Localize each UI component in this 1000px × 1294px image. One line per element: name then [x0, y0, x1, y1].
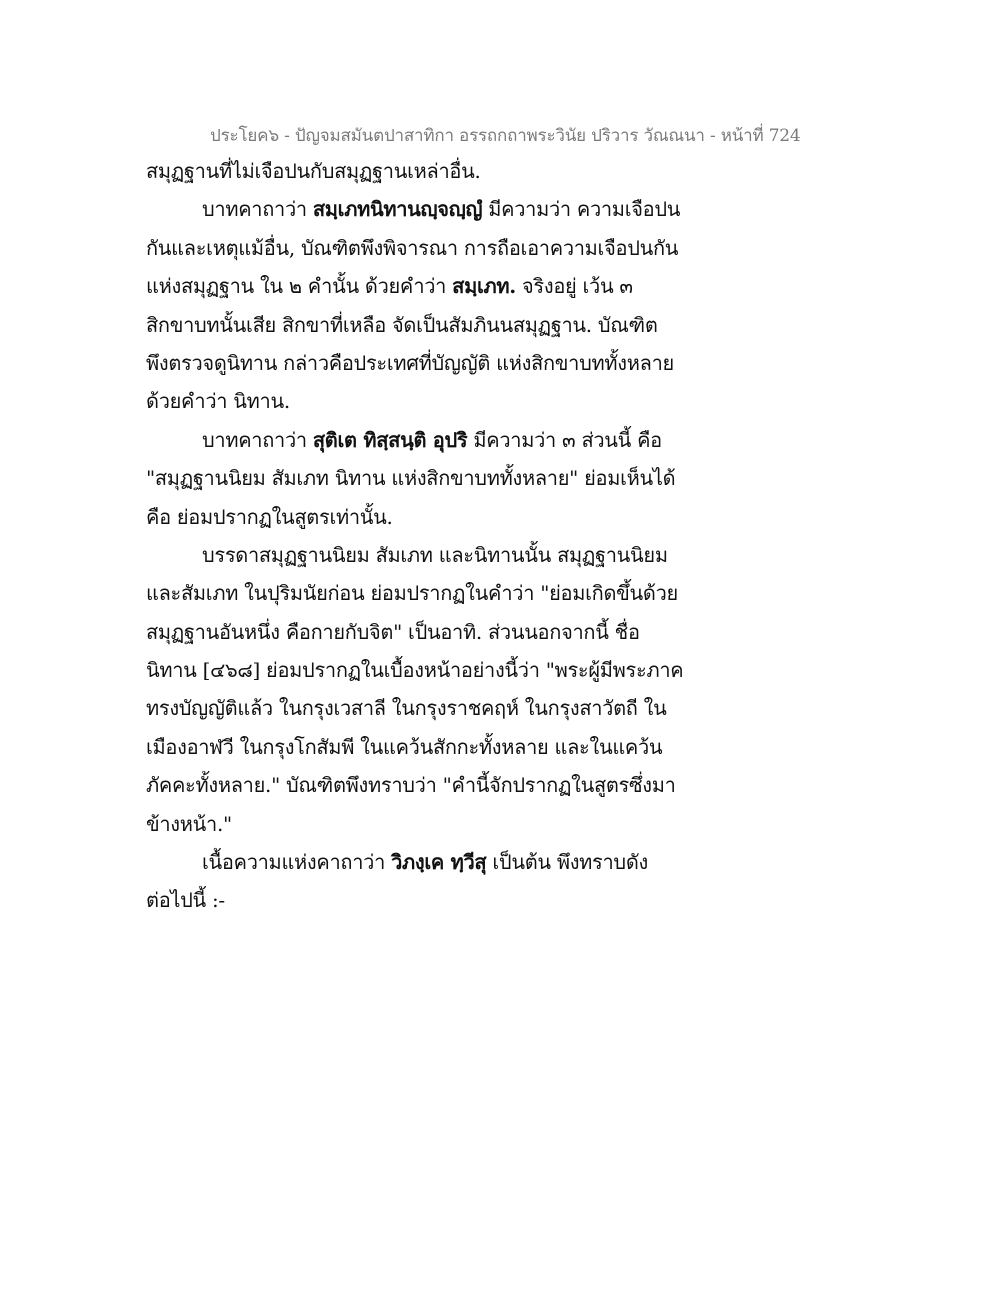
text-line-12: และสัมเภท ในปุริมนัยก่อน ย่อมปรากฏในคำว่า "ย่อมเกิดขึ้นด้วย	[146, 581, 678, 606]
text-line-1: สมุฏฐานที่ไม่เจือปนกับสมุฏฐานเหล่าอื่น.	[146, 159, 481, 183]
text-segment: มีความว่า ๓ ส่วนนี้ คือ	[467, 427, 662, 452]
text-line-13: สมุฏฐานอันหนึ่ง คือกายกับจิต" เป็นอาทิ. ส่วนนอกจากนี้ ชื่อ	[146, 619, 640, 644]
pali-term: สมฺเภท.	[452, 274, 516, 299]
text-line-17: ภัคคะทั้งหลาย." บัณฑิตพึงทราบว่า "คำนี้จักปรากฏในสูตรซึ่งมา	[146, 773, 676, 798]
text-line-3: กันและเหตุแม้อื่น, บัณฑิตพึงพิจารณา การถือเอาความเจือปนกัน	[146, 235, 679, 260]
page-body	[146, 152, 686, 920]
text-segment: เนื้อความแห่งคาถาว่า	[202, 850, 392, 875]
pali-term: วิภงฺเค ทฺวีสุ	[391, 850, 487, 875]
text-line-20: ต่อไปนี้ :-	[146, 888, 225, 913]
text-line-5: สิกขาบทนั้นเสีย สิกขาที่เหลือ จัดเป็นสัมภินนสมุฏฐาน. บัณฑิต	[146, 312, 658, 337]
text-segment: มีความว่า ความเจือปน	[482, 197, 681, 222]
text-line-16: เมืองอาฬวี ในกรุงโกสัมพี ในแคว้นสักกะทั้งหลาย และในแคว้น	[146, 734, 663, 759]
text-line-10: คือ ย่อมปรากฏในสูตรเท่านั้น.	[146, 504, 393, 529]
text-line-14: นิทาน [๔๖๘] ย่อมปรากฏในเบื้องหน้าอย่างนี้ว่า "พระผู้มีพระภาค	[146, 658, 684, 683]
pali-term: สมฺเภทนิทานญฺจญฺญํ	[312, 197, 483, 222]
text-line-19	[146, 843, 686, 881]
text-line-2	[146, 190, 686, 228]
text-segment: เป็นต้น พึงทราบดัง	[486, 850, 648, 875]
text-line-6: พึงตรวจดูนิทาน กล่าวคือประเทศที่บัญญัติ แห่งสิกขาบททั้งหลาย	[146, 350, 674, 375]
text-segment: บาทคาถาว่า	[202, 427, 313, 452]
text-line-9: "สมุฏฐานนิยม สัมเภท นิทาน แห่งสิกขาบททั้งหลาย" ย่อมเห็นได้	[146, 466, 676, 491]
page-header: ประโยค๖ - ปัญจมสมันตปาสาทิกา อรรถกถาพระวินัย ปริวาร วัณณนา - หน้าที่ 724	[210, 126, 801, 146]
text-line-18: ข้างหน้า."	[146, 811, 232, 836]
text-line-4	[146, 267, 686, 305]
text-line-15: ทรงบัญญัติแล้ว ในกรุงเวสาลี ในกรุงราชคฤห์ ในกรุงสาวัตถี ใน	[146, 696, 667, 721]
pali-term: สุติเต ทิสฺสนฺติ อุปริ	[312, 427, 468, 452]
text-segment: จริงอยู่ เว้น ๓	[515, 274, 633, 299]
text-segment: บาทคาถาว่า	[202, 197, 313, 222]
text-line-11: บรรดาสมุฏฐานนิยม สัมเภท และนิทานนั้น สมุฏฐานนิยม	[202, 542, 668, 567]
text-line-7: ด้วยคำว่า นิทาน.	[146, 389, 290, 414]
text-segment: แห่งสมุฏฐาน ใน ๒ คำนั้น ด้วยคำว่า	[146, 274, 453, 299]
text-line-8	[146, 421, 686, 459]
